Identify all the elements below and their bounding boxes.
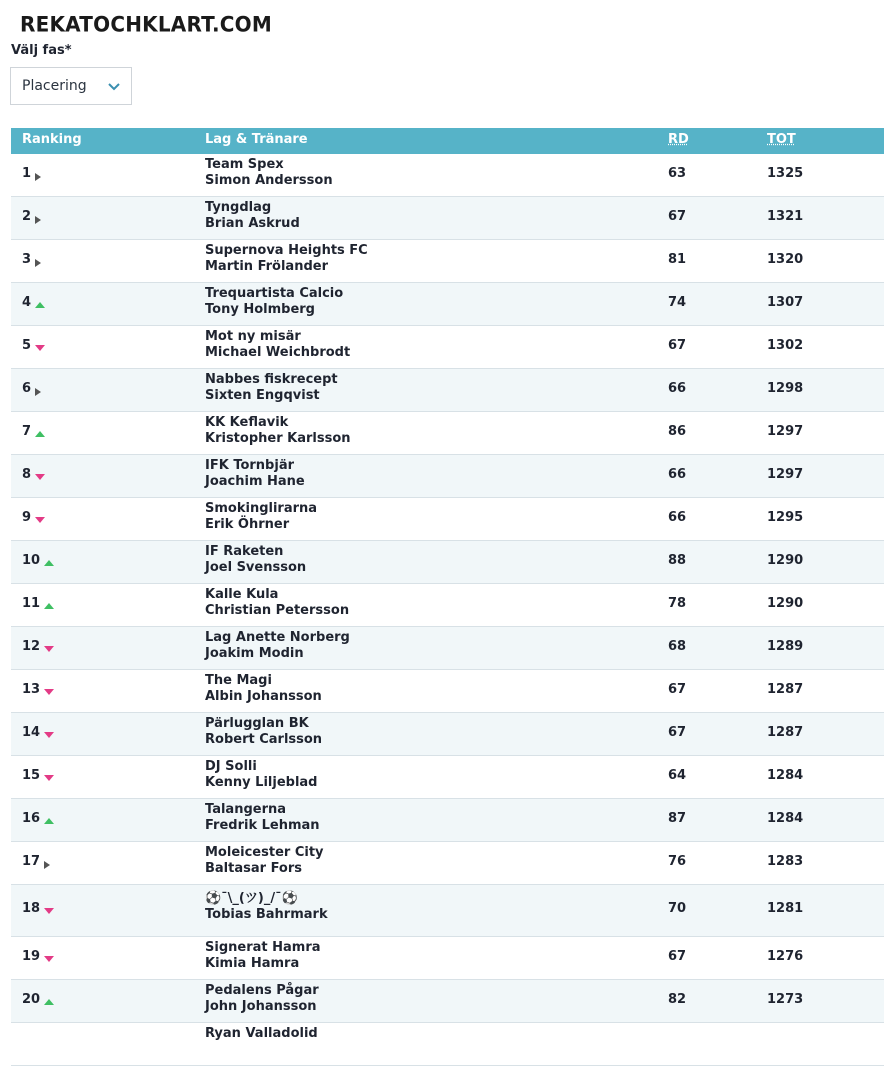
team-coach-cell (205, 1026, 318, 1042)
coach-name: Kimia Hamra (205, 956, 300, 971)
team-name[interactable]: Smokinglirarna (205, 501, 318, 516)
tot-value: 1273 (767, 992, 804, 1007)
rank-number: 2 (22, 209, 32, 224)
rank-number: 10 (22, 553, 41, 568)
rd-value: 67 (668, 338, 687, 353)
tot-value: 1281 (767, 901, 804, 916)
table-row[interactable] (11, 799, 884, 842)
rank-number: 3 (22, 252, 32, 267)
rank-cell (22, 854, 50, 869)
coach-name: Joel Svensson (205, 560, 307, 575)
rd-value: 78 (668, 596, 687, 611)
coach-name: Fredrik Lehman (205, 818, 320, 833)
rank-number: 17 (22, 854, 41, 869)
team-coach-cell (205, 458, 305, 490)
rd-value: 87 (668, 811, 687, 826)
table-row[interactable] (11, 584, 884, 627)
team-coach-cell (205, 329, 350, 361)
team-name[interactable]: Talangerna (205, 802, 287, 817)
team-coach-cell (205, 157, 333, 189)
chevron-down-icon (107, 79, 121, 93)
coach-name: Brian Askrud (205, 216, 300, 231)
team-name[interactable]: Pedalens Pågar (205, 983, 319, 998)
rd-value: 88 (668, 553, 687, 568)
team-name[interactable]: Kalle Kula (205, 587, 279, 602)
tot-value: 1289 (767, 639, 804, 654)
rank-number: 6 (22, 381, 32, 396)
rank-cell (22, 768, 54, 783)
rank-cell (22, 424, 45, 439)
trend-up-icon (44, 603, 54, 609)
team-coach-cell (205, 673, 322, 705)
rank-number: 20 (22, 992, 41, 1007)
table-body (11, 154, 884, 1066)
team-coach-cell (205, 716, 322, 748)
rank-number: 4 (22, 295, 32, 310)
trend-down-icon (44, 908, 54, 914)
rank-cell (22, 992, 54, 1007)
rank-cell (22, 467, 45, 482)
coach-name: Martin Frölander (205, 259, 328, 274)
tot-value: 1307 (767, 295, 804, 310)
phase-select-value: Placering (22, 78, 87, 94)
table-row[interactable] (11, 756, 884, 799)
team-name[interactable]: The Magi (205, 673, 272, 688)
coach-name: Christian Petersson (205, 603, 350, 618)
rd-value: 63 (668, 166, 687, 181)
trend-up-icon (44, 999, 54, 1005)
team-name[interactable]: IFK Tornbjär (205, 458, 295, 473)
coach-name: Sixten Engqvist (205, 388, 320, 403)
rd-value: 68 (668, 639, 687, 654)
table-row[interactable] (11, 842, 884, 885)
trend-up-icon (35, 431, 45, 437)
team-coach-cell (205, 200, 300, 232)
team-name[interactable]: IF Raketen (205, 544, 284, 559)
rd-value: 66 (668, 510, 687, 525)
rank-number: 5 (22, 338, 32, 353)
trend-down-icon (35, 345, 45, 351)
team-coach-cell (205, 415, 351, 447)
rd-value: 74 (668, 295, 687, 310)
header-team-coach: Lag & Tränare (205, 132, 308, 147)
team-name[interactable]: ⚽¯\_(ツ)_/¯⚽ (205, 891, 298, 906)
header-rd-sort[interactable]: RD (668, 132, 689, 147)
rank-number: 16 (22, 811, 41, 826)
table-row[interactable] (11, 670, 884, 713)
table-row[interactable] (11, 283, 884, 326)
team-name[interactable]: Signerat Hamra (205, 940, 321, 955)
table-row[interactable] (11, 154, 884, 197)
team-name[interactable]: Trequartista Calcio (205, 286, 344, 301)
rd-value: 66 (668, 381, 687, 396)
rank-number: 15 (22, 768, 41, 783)
rank-number: 9 (22, 510, 32, 525)
trend-down-icon (44, 956, 54, 962)
rd-value: 82 (668, 992, 687, 1007)
table-row[interactable] (11, 1023, 884, 1066)
trend-unchanged-icon (35, 173, 41, 181)
phase-select[interactable] (10, 67, 132, 105)
coach-name: John Johansson (205, 999, 317, 1014)
tot-value: 1297 (767, 467, 804, 482)
team-name[interactable]: Supernova Heights FC (205, 243, 368, 258)
table-row[interactable] (11, 455, 884, 498)
team-coach-cell (205, 983, 319, 1015)
team-coach-cell (205, 544, 306, 576)
rd-value: 67 (668, 682, 687, 697)
rank-cell (22, 639, 54, 654)
team-coach-cell (205, 940, 321, 972)
rank-cell (22, 811, 54, 826)
rank-number: 12 (22, 639, 41, 654)
team-name[interactable]: Nabbes fiskrecept (205, 372, 338, 387)
table-row[interactable] (11, 412, 884, 455)
team-coach-cell (205, 891, 328, 923)
table-row[interactable] (11, 197, 884, 240)
tot-value: 1290 (767, 553, 804, 568)
rd-value: 67 (668, 949, 687, 964)
trend-down-icon (44, 646, 54, 652)
rank-cell (22, 901, 54, 916)
table-row[interactable] (11, 713, 884, 756)
team-name[interactable]: DJ Solli (205, 759, 257, 774)
rank-number: 14 (22, 725, 41, 740)
table-row[interactable] (11, 498, 884, 541)
table-row[interactable] (11, 240, 884, 283)
rank-cell (22, 381, 41, 396)
team-coach-cell (205, 759, 317, 791)
coach-name: Erik Öhrner (205, 517, 290, 532)
trend-unchanged-icon (35, 388, 41, 396)
rd-value: 70 (668, 901, 687, 916)
tot-value: 1284 (767, 811, 804, 826)
rank-number: 13 (22, 682, 41, 697)
coach-name: Tobias Bahrmark (205, 907, 328, 922)
tot-value: 1298 (767, 381, 804, 396)
tot-value: 1321 (767, 209, 804, 224)
rd-value: 64 (668, 768, 687, 783)
trend-up-icon (35, 302, 45, 308)
rank-cell (22, 338, 45, 353)
coach-name: Joakim Modin (205, 646, 304, 661)
table-row[interactable] (11, 541, 884, 584)
team-coach-cell (205, 372, 338, 404)
trend-up-icon (44, 818, 54, 824)
trend-down-icon (35, 474, 45, 480)
tot-value: 1284 (767, 768, 804, 783)
team-name[interactable]: Tyngdlag (205, 200, 272, 215)
coach-name: Albin Johansson (205, 689, 322, 704)
team-coach-cell (205, 243, 368, 275)
tot-value: 1325 (767, 166, 804, 181)
rank-number: 1 (22, 166, 32, 181)
ranking-table (11, 128, 884, 1066)
team-coach-cell (205, 286, 343, 318)
team-name[interactable]: Moleicester City (205, 845, 324, 860)
rank-cell (22, 725, 54, 740)
table-header (11, 128, 884, 154)
tot-value: 1287 (767, 725, 804, 740)
trend-unchanged-icon (35, 216, 41, 224)
table-row[interactable] (11, 326, 884, 369)
coach-name: Kenny Liljeblad (205, 775, 318, 790)
trend-down-icon (44, 732, 54, 738)
coach-name: Joachim Hane (205, 474, 305, 489)
team-name[interactable]: KK Keflavik (205, 415, 289, 430)
tot-value: 1290 (767, 596, 804, 611)
rank-number: 7 (22, 424, 32, 439)
team-name[interactable]: Ryan Valladolid (205, 1026, 318, 1041)
team-name[interactable]: Team Spex (205, 157, 284, 172)
coach-name: Baltasar Fors (205, 861, 303, 876)
header-tot-sort[interactable]: TOT (767, 132, 796, 147)
tot-value: 1283 (767, 854, 804, 869)
team-coach-cell (205, 802, 320, 834)
team-coach-cell (205, 845, 324, 877)
tot-value: 1302 (767, 338, 804, 353)
coach-name: Tony Holmberg (205, 302, 315, 317)
team-name[interactable]: Lag Anette Norberg (205, 630, 350, 645)
rd-value: 86 (668, 424, 687, 439)
trend-unchanged-icon (35, 259, 41, 267)
trend-down-icon (35, 517, 45, 523)
rd-value: 76 (668, 854, 687, 869)
rank-cell (22, 295, 45, 310)
team-coach-cell (205, 587, 349, 619)
trend-unchanged-icon (44, 861, 50, 869)
rd-value: 67 (668, 725, 687, 740)
rd-value: 66 (668, 467, 687, 482)
table-row[interactable] (11, 369, 884, 412)
tot-value: 1276 (767, 949, 804, 964)
rank-number: 11 (22, 596, 41, 611)
coach-name: Kristopher Karlsson (205, 431, 351, 446)
team-coach-cell (205, 501, 317, 533)
coach-name: Simon Andersson (205, 173, 333, 188)
rd-value: 81 (668, 252, 687, 267)
rank-cell (22, 252, 41, 267)
header-ranking: Ranking (22, 132, 82, 147)
table-row[interactable] (11, 980, 884, 1023)
table-row[interactable] (11, 627, 884, 670)
coach-name: Robert Carlsson (205, 732, 323, 747)
table-row[interactable] (11, 885, 884, 937)
team-name[interactable]: Pärlugglan BK (205, 716, 309, 731)
team-coach-cell (205, 630, 350, 662)
tot-value: 1320 (767, 252, 804, 267)
tot-value: 1287 (767, 682, 804, 697)
rank-cell (22, 166, 41, 181)
rank-cell (22, 949, 54, 964)
rank-number: 8 (22, 467, 32, 482)
rank-cell (22, 682, 54, 697)
tot-value: 1297 (767, 424, 804, 439)
rank-number: 18 (22, 901, 41, 916)
tot-value: 1295 (767, 510, 804, 525)
coach-name: Michael Weichbrodt (205, 345, 351, 360)
rd-value: 67 (668, 209, 687, 224)
trend-down-icon (44, 775, 54, 781)
phase-select-label: Välj fas* (11, 43, 72, 58)
trend-up-icon (44, 560, 54, 566)
rank-number: 19 (22, 949, 41, 964)
rank-cell (22, 596, 54, 611)
team-name[interactable]: Mot ny misär (205, 329, 301, 344)
rank-cell (22, 553, 54, 568)
site-logo[interactable]: REKATOCHKLART.COM (20, 11, 272, 37)
rank-cell (22, 209, 41, 224)
rank-cell (22, 510, 45, 525)
trend-down-icon (44, 689, 54, 695)
table-row[interactable] (11, 937, 884, 980)
